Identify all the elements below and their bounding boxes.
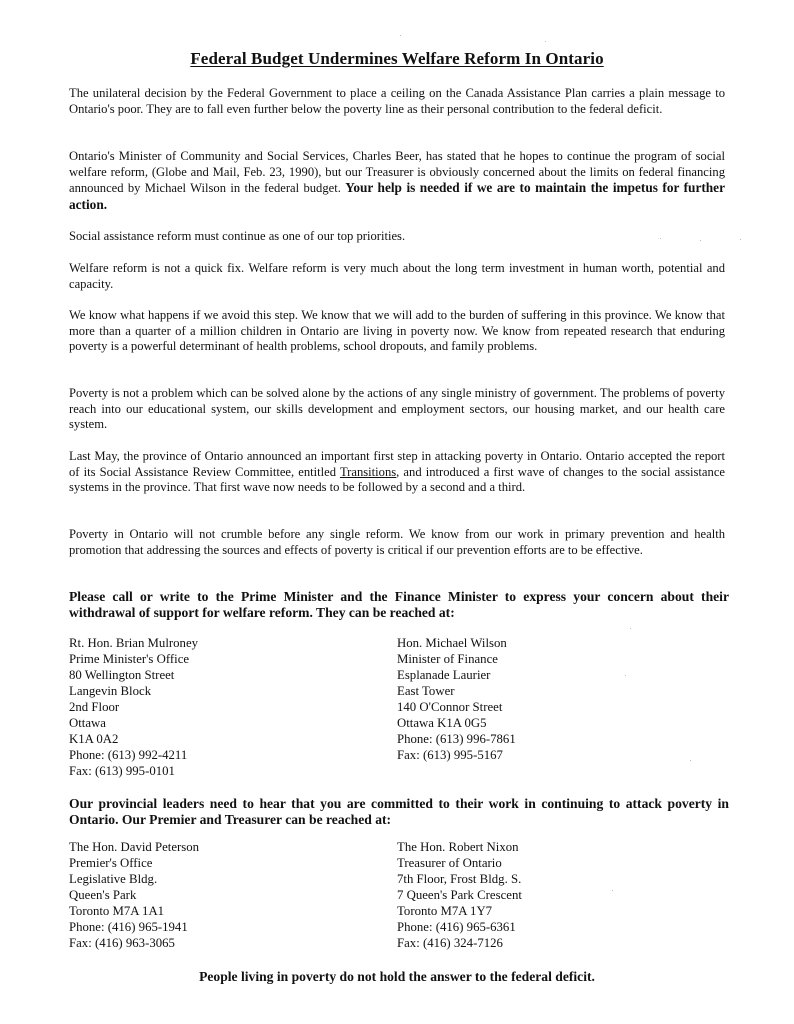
- contact-fax: Fax: (416) 324-7126: [397, 936, 503, 950]
- scan-speck: [690, 760, 691, 761]
- contact-building: Esplanade Laurier: [397, 668, 491, 682]
- contact-building: Langevin Block: [69, 684, 152, 698]
- paragraph-transitions: [69, 449, 725, 496]
- paragraph-text: Poverty is not a problem which can be solved alone by the actions of any single ministry of government. The problems of poverty reach into our educational system, our skills development and employment sectors, our housing market, and our health care system.: [69, 386, 725, 432]
- paragraph-minister: [69, 149, 725, 213]
- contact-street: 7 Queen's Park Crescent: [397, 888, 522, 902]
- paragraph-text: Social assistance reform must continue as one of our top priorities.: [69, 229, 406, 243]
- scan-speck: [740, 239, 741, 240]
- contact-office: Prime Minister's Office: [69, 652, 190, 666]
- contact-phone: Phone: (416) 965-6361: [397, 920, 516, 934]
- report-title-transitions: Transitions: [339, 464, 397, 479]
- closing-statement: People living in poverty do not hold the answer to the federal deficit.: [199, 969, 595, 984]
- contact-office: Treasurer of Ontario: [397, 856, 502, 870]
- contact-name: The Hon. David Peterson: [69, 840, 200, 854]
- document-title: Federal Budget Undermines Welfare Reform In Ontario: [190, 49, 604, 68]
- contact-postal-code: K1A 0A2: [69, 732, 119, 746]
- provincial-callout: Our provincial leaders need to hear that you are committed to their work in continuing to attack poverty in Ontario. Our Premier and Treasurer can be reached at:: [69, 796, 729, 827]
- contact-tower: East Tower: [397, 684, 455, 698]
- scan-speck: [625, 675, 626, 676]
- contact-building: 7th Floor, Frost Bldg. S.: [397, 872, 522, 886]
- contact-building: Legislative Bldg.: [69, 872, 158, 886]
- federal-callout: Please call or write to the Prime Minister and the Finance Minister to express your concern about their withdrawal of support for welfare reform. They can be reached at:: [69, 589, 729, 620]
- contact-office: Premier's Office: [69, 856, 153, 870]
- contact-fax: Fax: (613) 995-0101: [69, 764, 175, 778]
- contact-street: 80 Wellington Street: [69, 668, 175, 682]
- paragraph-ministry: [69, 386, 725, 433]
- paragraph-text: Poverty in Ontario will not crumble before any single reform. We know from our work in primary prevention and health promotion that addressing the sources and effects of poverty is critical if our prevention efforts are to be effective.: [69, 527, 725, 557]
- contact-city: Ottawa: [69, 716, 106, 730]
- paragraph-bold-appeal: Your help is needed if we are to maintain the impetus for further action.: [69, 180, 725, 212]
- paragraph-text: , and introduced a first wave of changes to the social assistance systems in the province. That first wave now needs to be followed by a second and a third.: [69, 464, 725, 495]
- contact-block-prime-minister: [69, 635, 198, 779]
- scan-speck: [612, 890, 613, 891]
- contact-name: Rt. Hon. Brian Mulroney: [69, 636, 199, 650]
- scan-speck: [400, 35, 401, 36]
- contact-phone: Phone: (416) 965-1941: [69, 920, 188, 934]
- paragraph-text: We know what happens if we avoid this step. We know that we will add to the burden of suffering in this province. We know that more than a quarter of a million children in Ontario are living in poverty now. We know from repeated research that enduring poverty is a powerful determinant of health problems, school dropouts, and family problems.: [69, 308, 725, 354]
- contact-phone: Phone: (613) 992-4211: [69, 748, 188, 762]
- paragraph-we-know: [69, 308, 725, 355]
- paragraph-crumble: [69, 527, 725, 558]
- contact-fax: Fax: (416) 963-3065: [69, 936, 175, 950]
- contact-street: 140 O'Connor Street: [397, 700, 503, 714]
- contact-office: Minister of Finance: [397, 652, 498, 666]
- contact-name: Hon. Michael Wilson: [397, 636, 507, 650]
- contact-city-postal: Toronto M7A 1Y7: [397, 904, 493, 918]
- contact-fax: Fax: (613) 995-5167: [397, 748, 503, 762]
- scan-speck: [630, 628, 631, 629]
- contact-block-premier: [69, 839, 199, 951]
- paragraph-quick-fix: [69, 261, 725, 292]
- paragraph-text: The unilateral decision by the Federal Government to place a ceiling on the Canada Assistance Plan carries a plain message to Ontario's poor. They are to fall even further below the poverty line as their personal contribution to the federal deficit.: [69, 86, 725, 116]
- contact-block-finance-minister: [397, 635, 516, 763]
- contact-city-postal: Ottawa K1A 0G5: [397, 716, 487, 730]
- paragraph-intro: [69, 86, 725, 117]
- scan-speck: [660, 238, 661, 239]
- contact-floor: 2nd Floor: [69, 700, 120, 714]
- paragraph-priorities: [69, 229, 725, 245]
- scan-speck: [700, 240, 701, 241]
- contact-phone: Phone: (613) 996-7861: [397, 732, 516, 746]
- paragraph-text: Last May, the province of Ontario announced an important first step in attacking poverty in Ontario. Ontario accepted the report of its Social Assistance Review Committee, entitled: [69, 449, 725, 479]
- paragraph-text: Welfare reform is not a quick fix. Welfare reform is very much about the long term investment in human worth, potential and capacity.: [69, 261, 725, 291]
- contact-block-treasurer: [397, 839, 522, 951]
- paragraph-text: Ontario's Minister of Community and Social Services, Charles Beer, has stated that he hopes to continue the program of social welfare reform, (Globe and Mail, Feb. 23, 1990), but our Treasurer is obviously concerned about the limits on federal financing announced by Michael Wilson in the federal budget.: [69, 149, 725, 196]
- contact-street: Queen's Park: [69, 888, 137, 902]
- contact-city-postal: Toronto M7A 1A1: [69, 904, 165, 918]
- contact-name: The Hon. Robert Nixon: [397, 840, 519, 854]
- scan-speck: [545, 41, 546, 42]
